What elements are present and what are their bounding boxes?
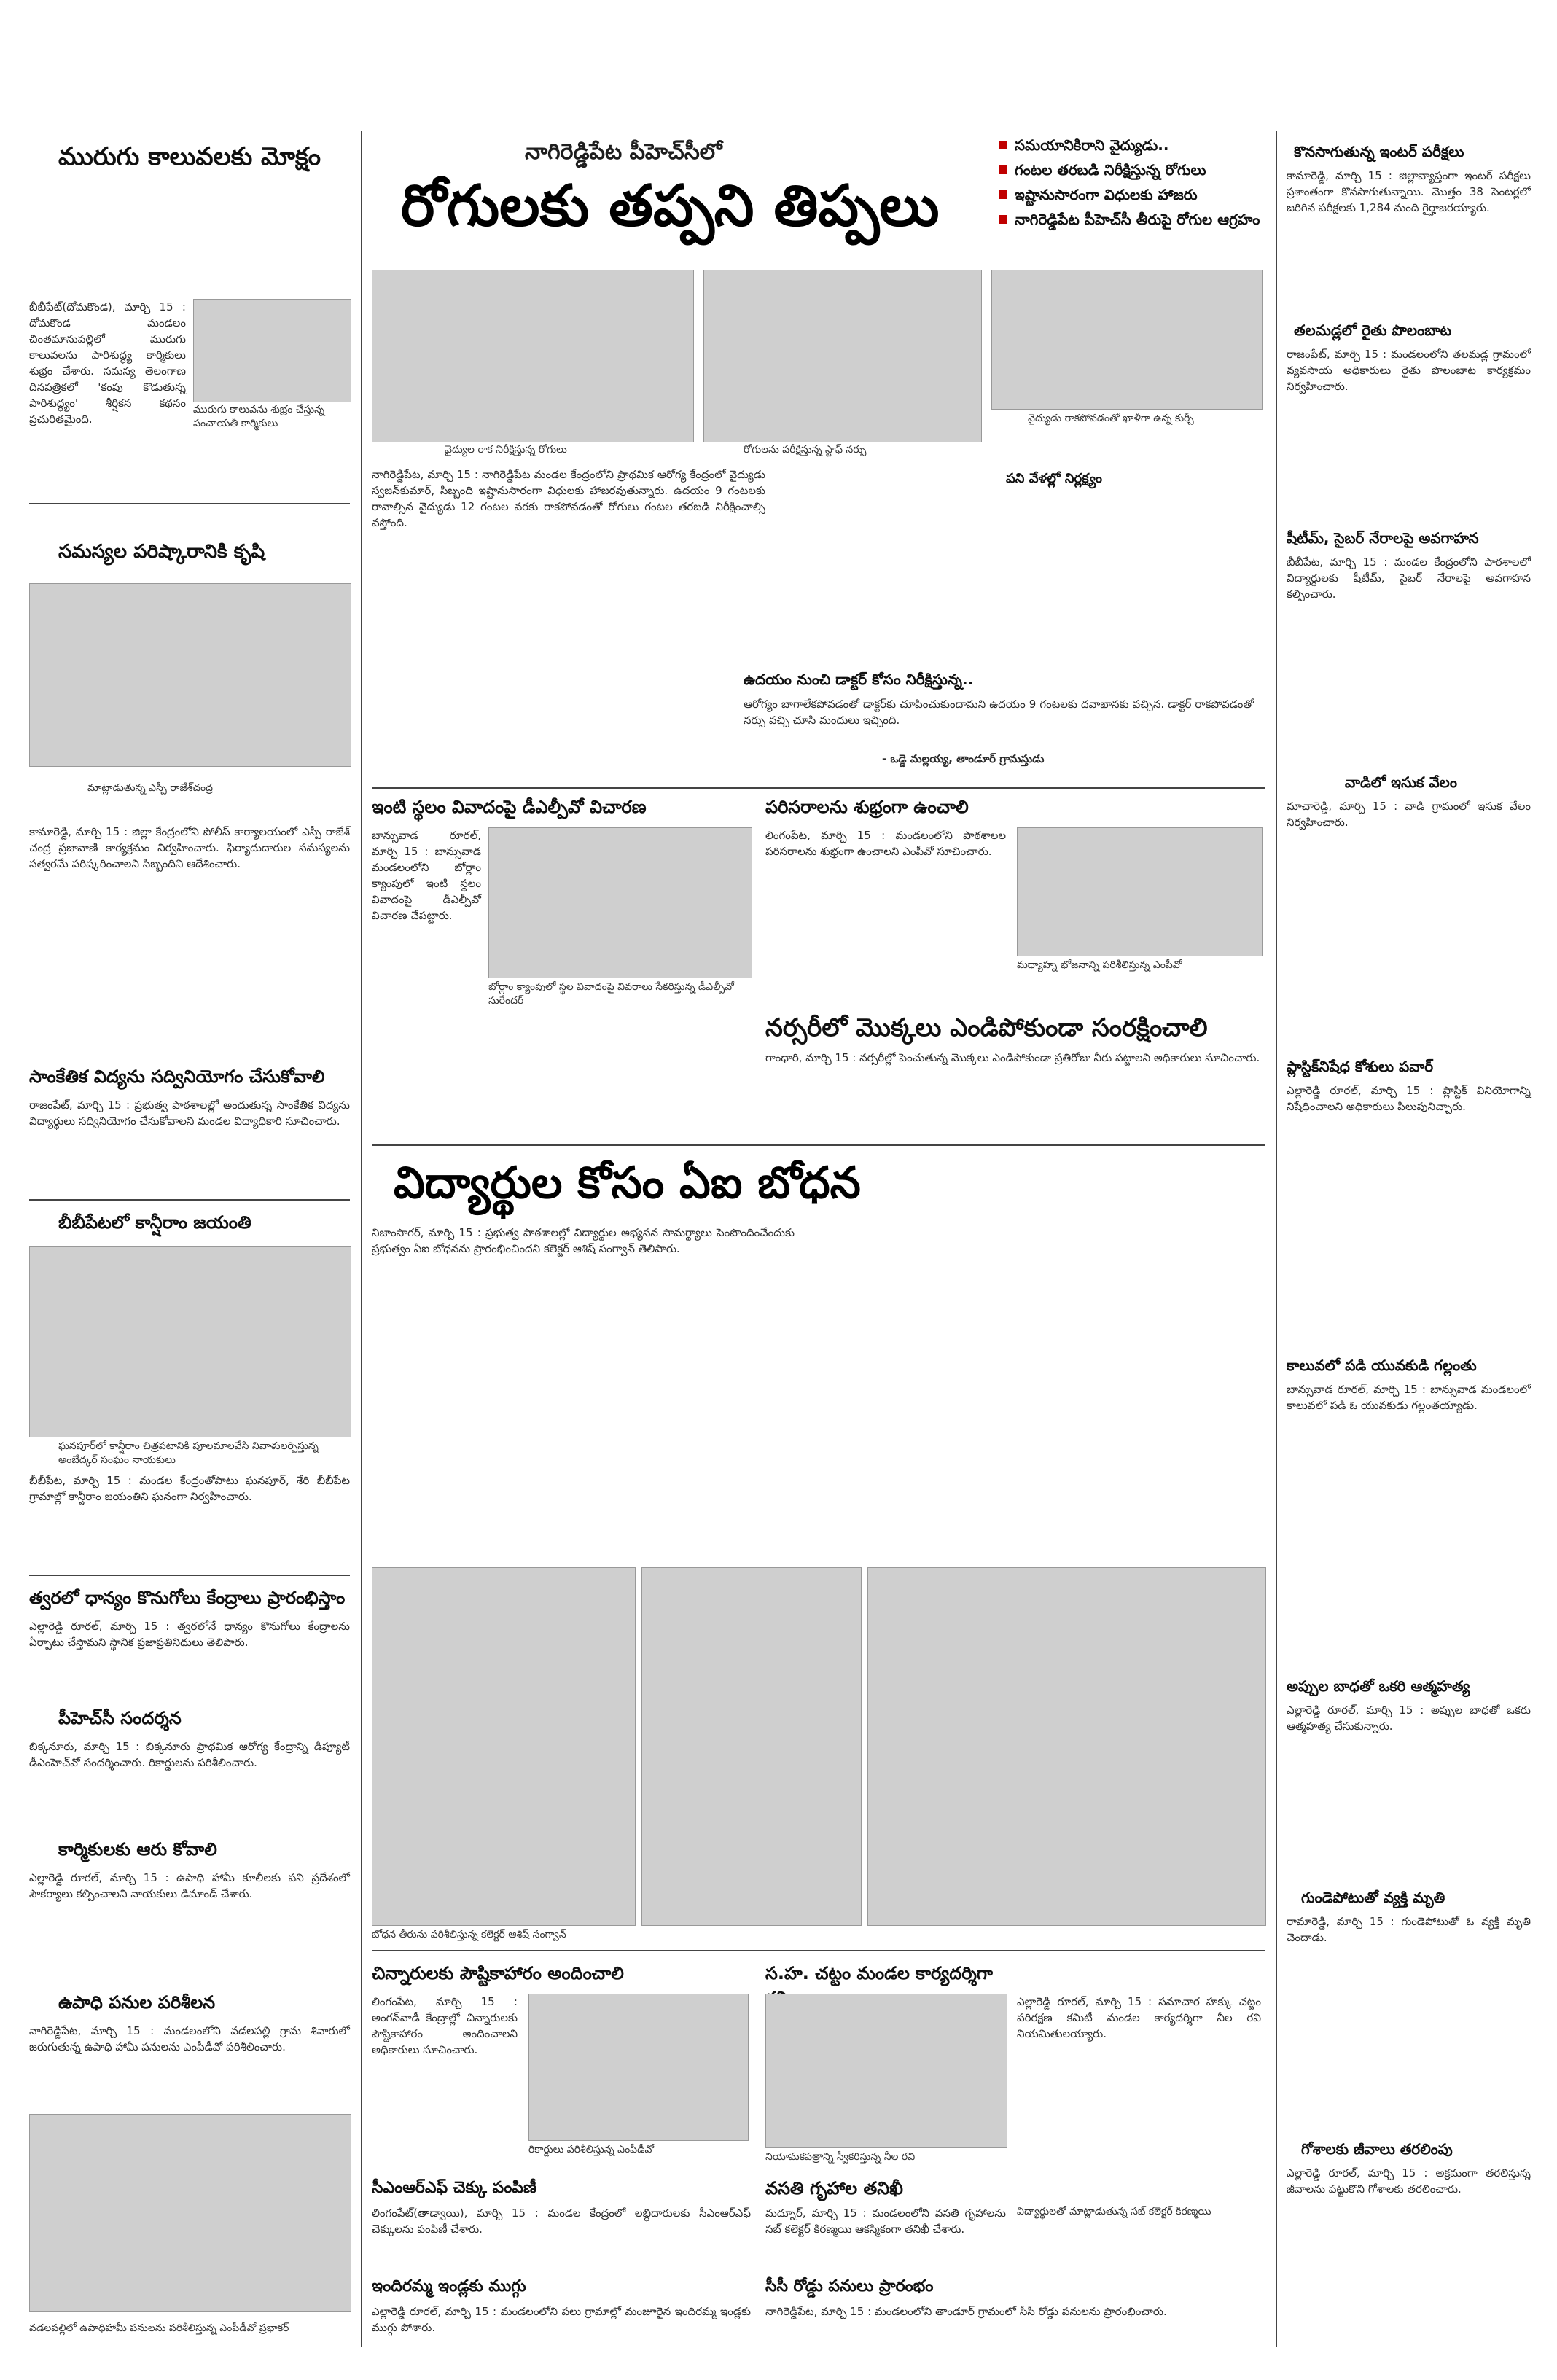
article-title: షీటీమ్, సైబర్ నేరాలపై అవగాహన xyxy=(1287,529,1479,547)
bullet-text: ఇష్టానుసారంగా విధులకు హాజరు xyxy=(1015,186,1198,203)
article-body: ఎల్లారెడ్డి రూరల్, మార్చి 15 : సమాచార హక్కు చట్టం పరిరక్షణ కమిటీ మండల కార్యదర్శిగా నీల రవి నియమితులయ్యారు. xyxy=(1017,1995,1261,2040)
divider xyxy=(29,1575,350,1576)
article-body: మద్నూర్, మార్చి 15 : మండలంలోని వసతి గృహాలను సబ్ కలెక్టర్ కిరణ్మయి ఆకస్మికంగా తనిఖీ చేశారు. xyxy=(765,2207,1006,2236)
bullet-icon xyxy=(999,141,1007,149)
photo-caption: నియామకపత్రాన్ని స్వీకరిస్తున్న నీల రవి xyxy=(765,2151,916,2163)
photo-caption: మురుగు కాలువను శుభ్రం చేస్తున్న పంచాయతీ కార్మికులు xyxy=(193,404,325,429)
lead-quote: ఆరోగ్యం బాగాలేకపోవడంతో డాక్టర్‌కు చూపించుకుందామని ఉదయం 9 గంటలకు దవాఖానకు వచ్చిన. డాక్టర్ రాకపోవడంతో నర్సు వచ్చి చూసి మందులు ఇచ్చింది. xyxy=(744,698,1254,727)
article-title: చిన్నారులకు పౌష్టికాహారం అందించాలి xyxy=(372,1963,624,1983)
photo-caption: వైద్యుడు రాకపోవడంతో ఖాళీగా ఉన్న కుర్చీ xyxy=(1028,413,1194,424)
article-body: లింగంపేట, మార్చి 15 : మండలంలోని పాఠశాలల పరిసరాలను శుభ్రంగా ఉంచాలని ఎంపీవో సూచించారు. xyxy=(765,829,1006,858)
article-body: రామారెడ్డి, మార్చి 15 : గుండెపోటుతో ఓ వ్యక్తి మృతి చెందాడు. xyxy=(1287,1915,1531,1944)
divider xyxy=(372,1950,1265,1951)
lead-title: రోగులకు తప్పని తిప్పలు xyxy=(401,173,940,239)
article-body: కామారెడ్డి, మార్చి 15 : జిల్లావ్యాప్తంగా ఇంటర్ పరీక్షలు ప్రశాంతంగా కొనసాగుతున్నాయి. మొత్తం 38 సెంటర్లలో జరిగిన పరీక్షలకు 1,284 మంది గైర్హాజరయ్యారు. xyxy=(1287,169,1531,214)
photo-caption: మధ్యాహ్న భోజనాన్ని పరిశీలిస్తున్న ఎంపీవో xyxy=(1017,959,1182,971)
bullet-item xyxy=(999,209,1261,230)
article-photo xyxy=(867,1567,1266,1926)
article-title: నర్సరీలో మొక్కలు ఎండిపోకుండా సంరక్షించాలి xyxy=(765,1013,1208,1042)
photo-caption: రికార్డులు పరిశీలిస్తున్న ఎంపీడీవో xyxy=(528,2144,655,2155)
article-title: ప్లాస్టిక్‌నిషేధ కోశులు పవార్ xyxy=(1287,1058,1434,1075)
article-body: కామారెడ్డి, మార్చి 15 : జిల్లా కేంద్రంలోని పోలీస్ కార్యాలయంలో ఎస్పీ రాజేశ్ చంద్ర ప్రజావాణి కార్యక్రమం నిర్వహించారు. ఫిర్యాదుదారుల సమస్యలను సత్వరమే పరిష్కరించాలని సిబ్బందిని ఆదేశించారు. xyxy=(29,825,350,870)
bullet-item xyxy=(999,135,1261,155)
article-body: బీబీపేట, మార్చి 15 : మండల కేంద్రంలోని పాఠశాలలో విద్యార్థులకు షీటీమ్, సైబర్ నేరాలపై అవగాహన కల్పించారు. xyxy=(1287,555,1531,601)
bullet-text: సమయానికిరాని వైద్యుడు.. xyxy=(1015,136,1169,154)
article-photo xyxy=(29,1246,351,1437)
article-title: తలమడ్లలో రైతు పొలంబాట xyxy=(1294,321,1452,339)
article-photo xyxy=(372,1567,636,1926)
bullet-item xyxy=(999,160,1261,180)
divider xyxy=(372,787,1265,789)
article-title: కాలువలో పడి యువకుడి గల్లంతు xyxy=(1287,1357,1477,1374)
photo-caption: మాట్లాడుతున్న ఎస్పీ రాజేశ్‌చంద్ర xyxy=(87,782,213,794)
article-title: గోశాలకు జీవాలు తరలింపు xyxy=(1301,2140,1453,2158)
article-body: ఎల్లారెడ్డి రూరల్, మార్చి 15 : మండలంలోని పలు గ్రామాల్లో మంజూరైన ఇందిరమ్మ ఇండ్లకు ముగ్గు పోశారు. xyxy=(372,2305,751,2334)
article-body: రాజంపేట్, మార్చి 15 : మండలంలోని తలమడ్ల గ్రామంలో వ్యవసాయ అధికారులు రైతు పొలంబాట కార్యక్రమం నిర్వహించారు. xyxy=(1287,348,1531,393)
photo-caption: విద్యార్థులతో మాట్లాడుతున్న సబ్ కలెక్టర్ కిరణ్మయి xyxy=(1017,2206,1211,2217)
photo-caption: వైద్యుల రాక నిరీక్షిస్తున్న రోగులు xyxy=(445,444,567,456)
article-photo xyxy=(488,827,752,978)
column-divider xyxy=(1276,131,1277,2347)
feature-title: విద్యార్థుల కోసం ఏఐ బోధన xyxy=(394,1158,861,1209)
article-body: బిక్కనూరు, మార్చి 15 : బిక్కనూరు ప్రాథమిక ఆరోగ్య కేంద్రాన్ని డిప్యూటీ డీఎంహెచ్‌వో సందర్శించారు. రికార్డులను పరిశీలించారు. xyxy=(29,1740,350,1769)
lead-photo xyxy=(703,270,982,442)
article-body: నాగిరెడ్డిపేట, మార్చి 15 : మండలంలోని తాండూర్ గ్రామంలో సీసీ రోడ్డు పనులను ప్రారంభించారు. xyxy=(765,2305,1167,2318)
article-title: స.హ. చట్టం మండల కార్యదర్శిగా xyxy=(765,1963,993,1983)
article-title: సీఎంఆర్‌ఎఫ్ చెక్కు పంపిణీ xyxy=(372,2179,537,2197)
article-title: త్వరలో ధాన్యం కొనుగోలు కేంద్రాలు ప్రారంభిస్తాం xyxy=(29,1588,346,1608)
lead-body: నాగిరెడ్డిపేట, మార్చి 15 : నాగిరెడ్డిపేట మండల కేంద్రంలోని ప్రాథమిక ఆరోగ్య కేంద్రంలో వైద్యుడు స్వజన్‌కుమార్, సిబ్బంది ఇష్టానుసారంగా విధులకు హాజరవుతున్నారు. ఉదయం 9 గంటలకు రావాల్సిన వైద్యుడు 12 గంటల వరకు రాకపోవడంతో రోగులు గంటల తరబడి నిరీక్షించాల్సి వస్తోంది. xyxy=(372,468,765,529)
lead-kicker: నాగిరెడ్డిపేట పీహెచ్‌సీలో xyxy=(525,139,722,165)
bullet-icon xyxy=(999,190,1007,199)
article-body: బాన్సువాడ రూరల్, మార్చి 15 : బాన్సువాడ మండలంలోని బోర్లాం క్యాంపులో ఇంటి స్థలం వివాదంపై డీఎల్పీవో విచారణ చేపట్టారు. xyxy=(372,829,481,922)
article-body: ఎల్లారెడ్డి రూరల్, మార్చి 15 : త్వరలోనే ధాన్యం కొనుగోలు కేంద్రాలను ఏర్పాటు చేస్తామని స్థానిక ప్రజాప్రతినిధులు తెలిపారు. xyxy=(29,1620,350,1649)
article-photo xyxy=(641,1567,862,1926)
article-title: కార్మికులకు ఆరు కోవాలి xyxy=(58,1839,217,1860)
quote-author: - ఒడ్డె మల్లయ్య, తాండూర్ గ్రామస్తుడు xyxy=(882,752,1045,765)
article-photo xyxy=(765,1994,1007,2148)
photo-caption: వడలపల్లిలో ఉపాధిహామీ పనులను పరిశీలిస్తున్న ఎంపీడీవో ప్రభాకర్ xyxy=(29,2322,289,2334)
article-title: గుండెపోటుతో వ్యక్తి మృతి xyxy=(1301,1889,1445,1906)
article-title: అప్పుల బాధతో ఒకరి ఆత్మహత్య xyxy=(1287,1677,1470,1695)
lead-subhead: ఉదయం నుంచి డాక్టర్ కోసం నిరీక్షిస్తున్న.. xyxy=(744,671,974,688)
article-body: బీబీపేట, మార్చి 15 : మండల కేంద్రంతోపాటు ఘనపూర్, శేరి బీబీపేట గ్రామాల్లో కాన్షీరాం జయంతిని ఘనంగా నిర్వహించారు. xyxy=(29,1474,350,1503)
lead-photo xyxy=(372,270,694,442)
divider xyxy=(29,503,350,504)
article-body: రాజంపేట్, మార్చి 15 : ప్రభుత్వ పాఠశాలల్లో అందుతున్న సాంకేతిక విద్యను విద్యార్థులు సద్వినియోగం చేసుకోవాలని మండల విద్యాధికారి సూచించారు. xyxy=(29,1099,350,1128)
article-body: మాచారెడ్డి, మార్చి 15 : వాడి గ్రామంలో ఇసుక వేలం నిర్వహించారు. xyxy=(1287,800,1531,829)
article-title: సమస్యల పరిష్కారానికి కృషి xyxy=(58,541,265,563)
article-photo xyxy=(1017,827,1263,956)
article-title: మురుగు కాలువలకు మోక్షం xyxy=(58,142,321,171)
article-photo xyxy=(193,299,351,402)
photo-caption: బోధన తీరును పరిశీలిస్తున్న కలెక్టర్ ఆశిష్ సంగ్వాన్ xyxy=(372,1929,566,1940)
article-body: నిజాంసాగర్, మార్చి 15 : ప్రభుత్వ పాఠశాలల్లో విద్యార్థుల అభ్యసన సామర్థ్యాలు పెంపొందించేందుకు ప్రభుత్వం ఏఐ బోధనను ప్రారంభించిందని కలెక్టర్ ఆశిష్ సంగ్వాన్ తెలిపారు. xyxy=(372,1226,795,1255)
article-title: ఇంటి స్థలం వివాదంపై డీఎల్పీవో విచారణ xyxy=(372,797,647,817)
article-body: లింగంపేట, మార్చి 15 : అంగన్‌వాడీ కేంద్రాల్లో చిన్నారులకు పౌష్టికాహారం అందించాలని అధికారులు సూచించారు. xyxy=(372,1995,518,2056)
article-title: సాంకేతిక విద్యను సద్వినియోగం చేసుకోవాలి xyxy=(29,1066,325,1087)
article-photo xyxy=(29,583,351,767)
article-body: లింగంపేట్(తాడ్వాయి), మార్చి 15 : మండల కేంద్రంలో లబ్ధిదారులకు సీఎంఆర్‌ఎఫ్ చెక్కులను పంపిణీ చేశారు. xyxy=(372,2207,751,2236)
article-body: ఎల్లారెడ్డి రూరల్, మార్చి 15 : ఉపాధి హామీ కూలీలకు పని ప్రదేశంలో సౌకర్యాలు కల్పించాలని నాయకులు డిమాండ్ చేశారు. xyxy=(29,1871,350,1900)
article-body: బాన్సువాడ రూరల్, మార్చి 15 : బాన్సువాడ మండలంలో కాలువలో పడి ఓ యువకుడు గల్లంతయ్యాడు. xyxy=(1287,1383,1531,1412)
photo-caption: రోగులను పరీక్షిస్తున్న స్టాఫ్ నర్సు xyxy=(744,444,867,456)
article-body: గాంధారి, మార్చి 15 : నర్సరీల్లో పెంచుతున్న మొక్కలు ఎండిపోకుండా ప్రతిరోజు నీరు పట్టాలని అధికారులు సూచించారు. xyxy=(765,1051,1260,1064)
article-title: సీసీ రోడ్డు పనులు ప్రారంభం xyxy=(765,2277,934,2295)
lead-photo xyxy=(991,270,1263,410)
article-body: ఎల్లారెడ్డి రూరల్, మార్చి 15 : అక్రమంగా తరలిస్తున్న జీవాలను పట్టుకొని గోశాలకు తరలించారు. xyxy=(1287,2166,1531,2196)
article-title: పరిసరాలను శుభ్రంగా ఉంచాలి xyxy=(765,797,969,817)
article-body: ఎల్లారెడ్డి రూరల్, మార్చి 15 : ప్లాస్టిక్ వినియోగాన్ని నిషేధించాలని అధికారులు పిలుపునిచ్చారు. xyxy=(1287,1084,1531,1113)
bullet-item xyxy=(999,184,1261,205)
article-title: పీహెచ్‌సీ సందర్శన xyxy=(58,1708,182,1728)
bullet-icon xyxy=(999,215,1007,224)
divider xyxy=(29,1199,350,1201)
lead-bullets xyxy=(999,135,1261,234)
bullet-text: గంటల తరబడి నిరీక్షిస్తున్న రోగులు xyxy=(1015,161,1206,179)
article-title: వసతి గృహాల తనిఖీ xyxy=(765,2178,903,2198)
article-body: నాగిరెడ్డిపేట, మార్చి 15 : మండలంలోని వడలపల్లి గ్రామ శివారులో జరుగుతున్న ఉపాధి హామీ పనులను ఎంపీడీవో పరిశీలించారు. xyxy=(29,2024,350,2053)
article-title: కొనసాగుతున్న ఇంటర్ పరీక్షలు xyxy=(1294,143,1464,160)
photo-caption: ఘనపూర్‌లో కాన్షీరాం చిత్రపటానికి పూలమాలవేసి నివాళులర్పిస్తున్న అంబేద్కర్ సంఘం నాయకులు xyxy=(58,1440,319,1466)
article-title: బీబీపేటలో కాన్షీరాం జయంతి xyxy=(58,1212,251,1233)
column-divider xyxy=(361,131,362,2347)
article-body: ఎల్లారెడ్డి రూరల్, మార్చి 15 : అప్పుల బాధతో ఒకరు ఆత్మహత్య చేసుకున్నారు. xyxy=(1287,1704,1531,1733)
divider xyxy=(372,1144,1265,1146)
lead-subhead: పని వేళల్లో నిర్లక్ష్యం xyxy=(1006,471,1103,486)
article-title: ఇందిరమ్మ ఇండ్లకు ముగ్గు xyxy=(372,2277,526,2295)
bullet-icon xyxy=(999,165,1007,174)
article-title: వాడిలో ఇసుక వేలం xyxy=(1345,773,1457,791)
photo-caption: బోర్లాం క్యాంపులో స్థల వివాదంపై వివరాలు సేకరిస్తున్న డీఎల్పీవో సురేందర్ xyxy=(488,981,734,1007)
bullet-text: నాగిరెడ్డిపేట పీహెచ్‌సీ తీరుపై రోగుల ఆగ్రహం xyxy=(1015,211,1260,228)
article-title: ఉపాధి పనుల పరిశీలన xyxy=(58,1992,216,2013)
middle-section xyxy=(372,795,1265,2354)
article-body: బీబీపేట్(దోమకొండ), మార్చి 15 : దోమకొండ మండలం చింతమానుపల్లిలో మురుగు కాలువలను పారిశుద్ధ్య కార్మికులు శుభ్రం చేశారు. సమస్య తెలంగాణ దినపత్రికలో 'కంపు కొడుతున్న పారిశుద్ధ్యం' శీర్షికన కథనం ప్రచురితమైంది. xyxy=(29,300,186,426)
article-photo xyxy=(29,2114,351,2312)
article-photo xyxy=(528,1994,749,2141)
